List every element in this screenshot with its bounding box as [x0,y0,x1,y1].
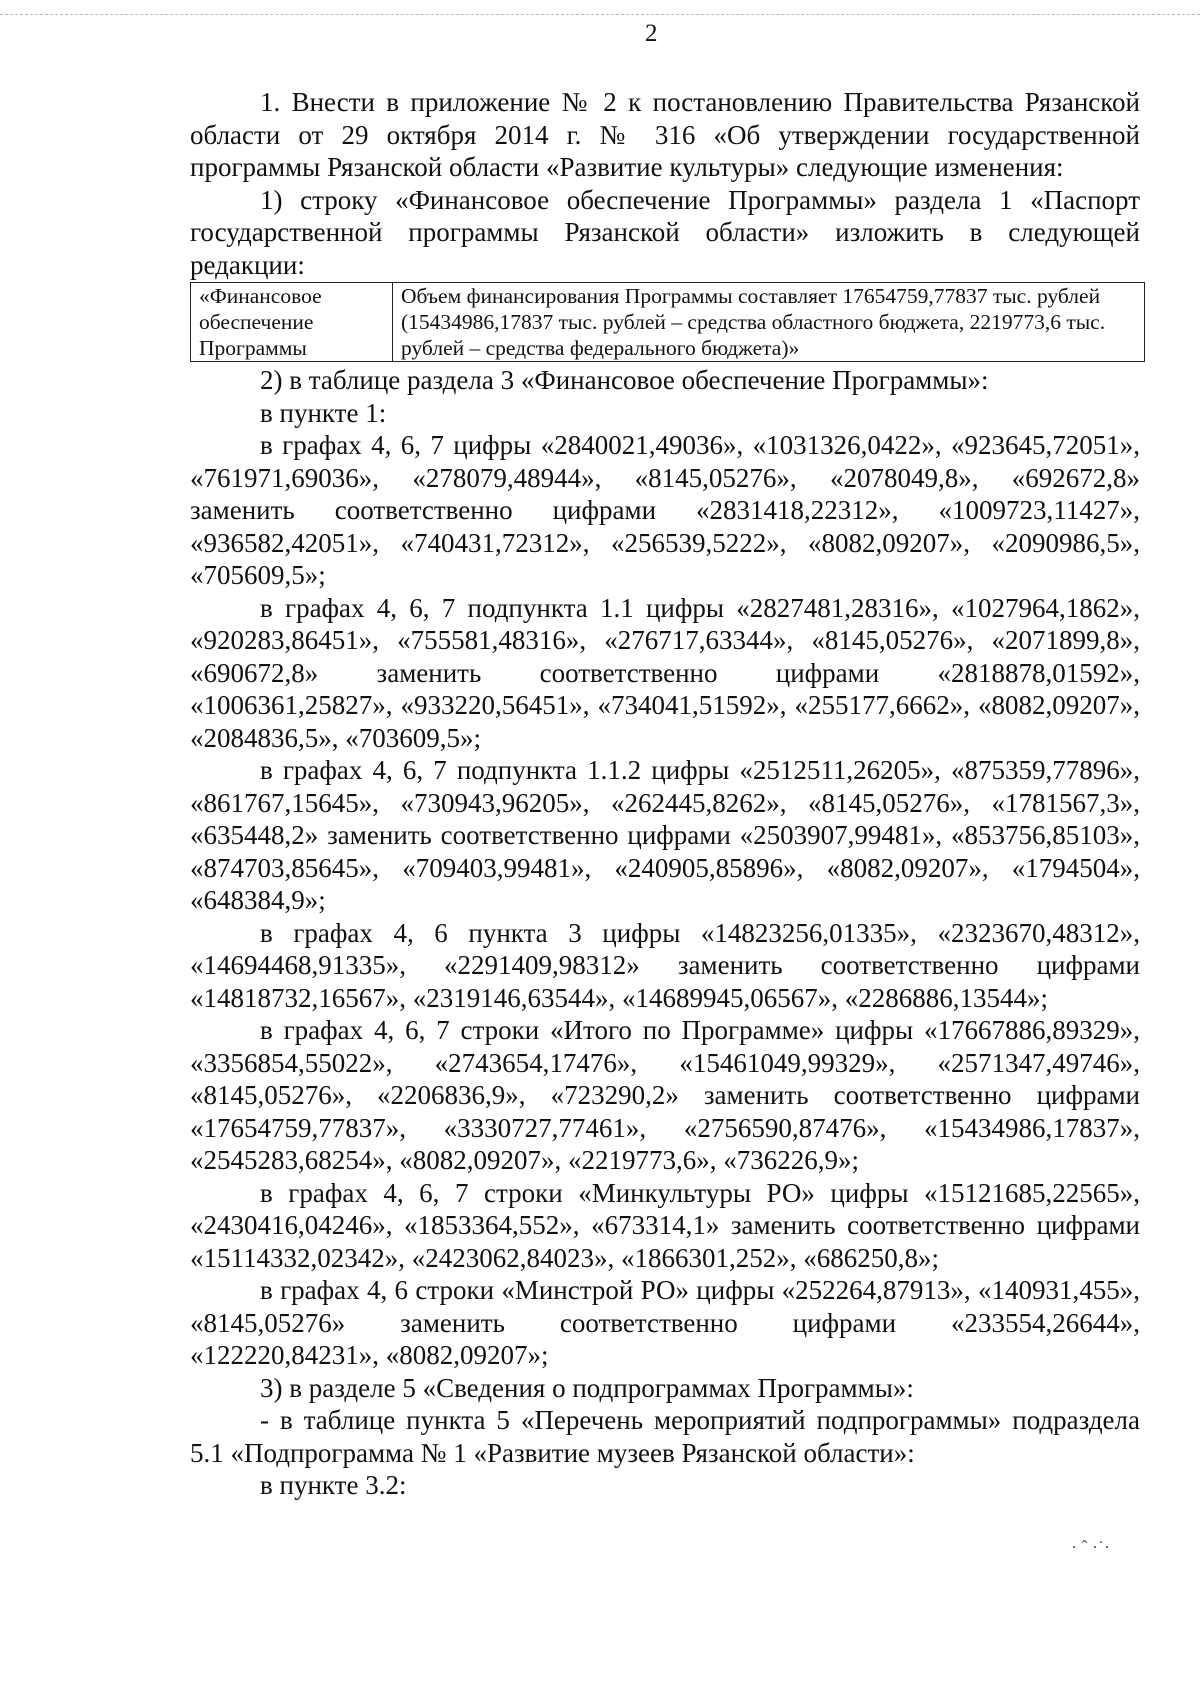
paragraph-item-1: 1) строку «Финансовое обеспечение Программы» раздела 1 «Паспорт государственной программы Рязанской области» изложить в следующей редакции: [190,184,1140,280]
paragraph-table-point-5: - в таблице пункта 5 «Перечень мероприятий подпрограммы» подраздела 5.1 «Подпрограмма № 1 «Развитие музеев Рязанской области»: [190,1405,1140,1468]
paragraph-item-3: 3) в разделе 5 «Сведения о подпрограммах Программы»: [260,1372,914,1403]
page-number: 2 [645,20,658,47]
table-row [191,283,1145,362]
top-scan-rule [0,14,1200,15]
paragraph-item-2: 2) в таблице раздела 3 «Финансовое обеспечение Программы»: [260,365,989,395]
financing-table [190,282,1145,362]
paragraph-columns-point-1: в графах 4, 6, 7 цифры «2840021,49036», «1031326,0422», «923645,72051», «761971,69036», «278079,48944», «8145,05276», «2078049,8», «692672,8» заменить соответственно цифрами «2831418,22312», «1009723,11427», «936582,42051», «740431,72312», «256539,5222», «8082,09207», «2090986,5», «705609,5»; [190,430,1140,590]
scan-specks: · ˆ ·˙· [1071,1537,1110,1557]
document-body [190,86,1140,1502]
paragraph-point-3: в графах 4, 6 пункта 3 цифры «14823256,01335», «2323670,48312», «14694468,91335», «2291409,98312» заменить соответственно цифрами «14818732,16567», «2319146,63544», «14689945,06567», «2286886,13544»; [190,917,1140,1013]
table-cell-content: Объем финансирования Программы составляет 17654759,77837 тыс. рублей (15434986,17837 тыс. рублей – средства областного бюджета, 2219773,6 тыс. рублей – средства федерального бюджета)» [393,283,1145,362]
paragraph-subpoint-1-1-2: в графах 4, 6, 7 подпункта 1.1.2 цифры «2512511,26205», «875359,77896», «861767,15645», «730943,96205», «262445,8262», «8145,05276», «1781567,3», «635448,2» заменить соответственно цифрами «2503907,99481», «853756,85103», «874703,85645», «709403,99481», «240905,85896», «8082,09207», «1794504», «648384,9»; [190,755,1140,915]
paragraph-point-3-2: в пункте 3.2: [260,1470,407,1500]
paragraph-subpoint-1-1: в графах 4, 6, 7 подпункта 1.1 цифры «2827481,28316», «1027964,1862», «920283,86451», «755581,48316», «276717,63344», «8145,05276», «2071899,8», «690672,8» заменить соответственно цифрами «2818878,01592», «1006361,25827», «933220,56451», «734041,51592», «255177,6662», «8082,09207», «2084836,5», «703609,5»; [190,592,1140,753]
paragraph-minkultury-row: в графах 4, 6, 7 строки «Минкультуры РО» цифры «15121685,22565», «2430416,04246», «1853364,552», «673314,1» заменить соответственно цифрами «15114332,02342», «2423062,84023», «1866301,252», «686250,8»; [190,1177,1140,1273]
table-cell-label: «Финансовое обеспечение Программы [191,283,393,362]
paragraph-minstroy-row: в графах 4, 6 строки «Минстрой РО» цифры «252264,87913», «140931,455», «8145,05276» заменить соответственно цифрами «233554,26644», «122220,84231», «8082,09207»; [190,1275,1140,1370]
paragraph-amendment-intro: 1. Внести в приложение № 2 к постановлению Правительства Рязанской области от 29 октября 2014 г. № 316 «Об утверждении государственной программы Рязанской области «Развитие культуры» следующие изменения: [190,87,1140,182]
paragraph-point-1: в пункте 1: [260,397,387,428]
paragraph-total-row: в графах 4, 6, 7 строки «Итого по Программе» цифры «17667886,89329», «3356854,55022», «2743654,17476», «15461049,99329», «2571347,49746», «8145,05276», «2206836,9», «723290,2» заменить соответственно цифрами «17654759,77837», «3330727,77461», «2756590,87476», «15434986,17837», «2545283,68254», «8082,09207», «2219773,6», «736226,9»; [190,1015,1140,1175]
